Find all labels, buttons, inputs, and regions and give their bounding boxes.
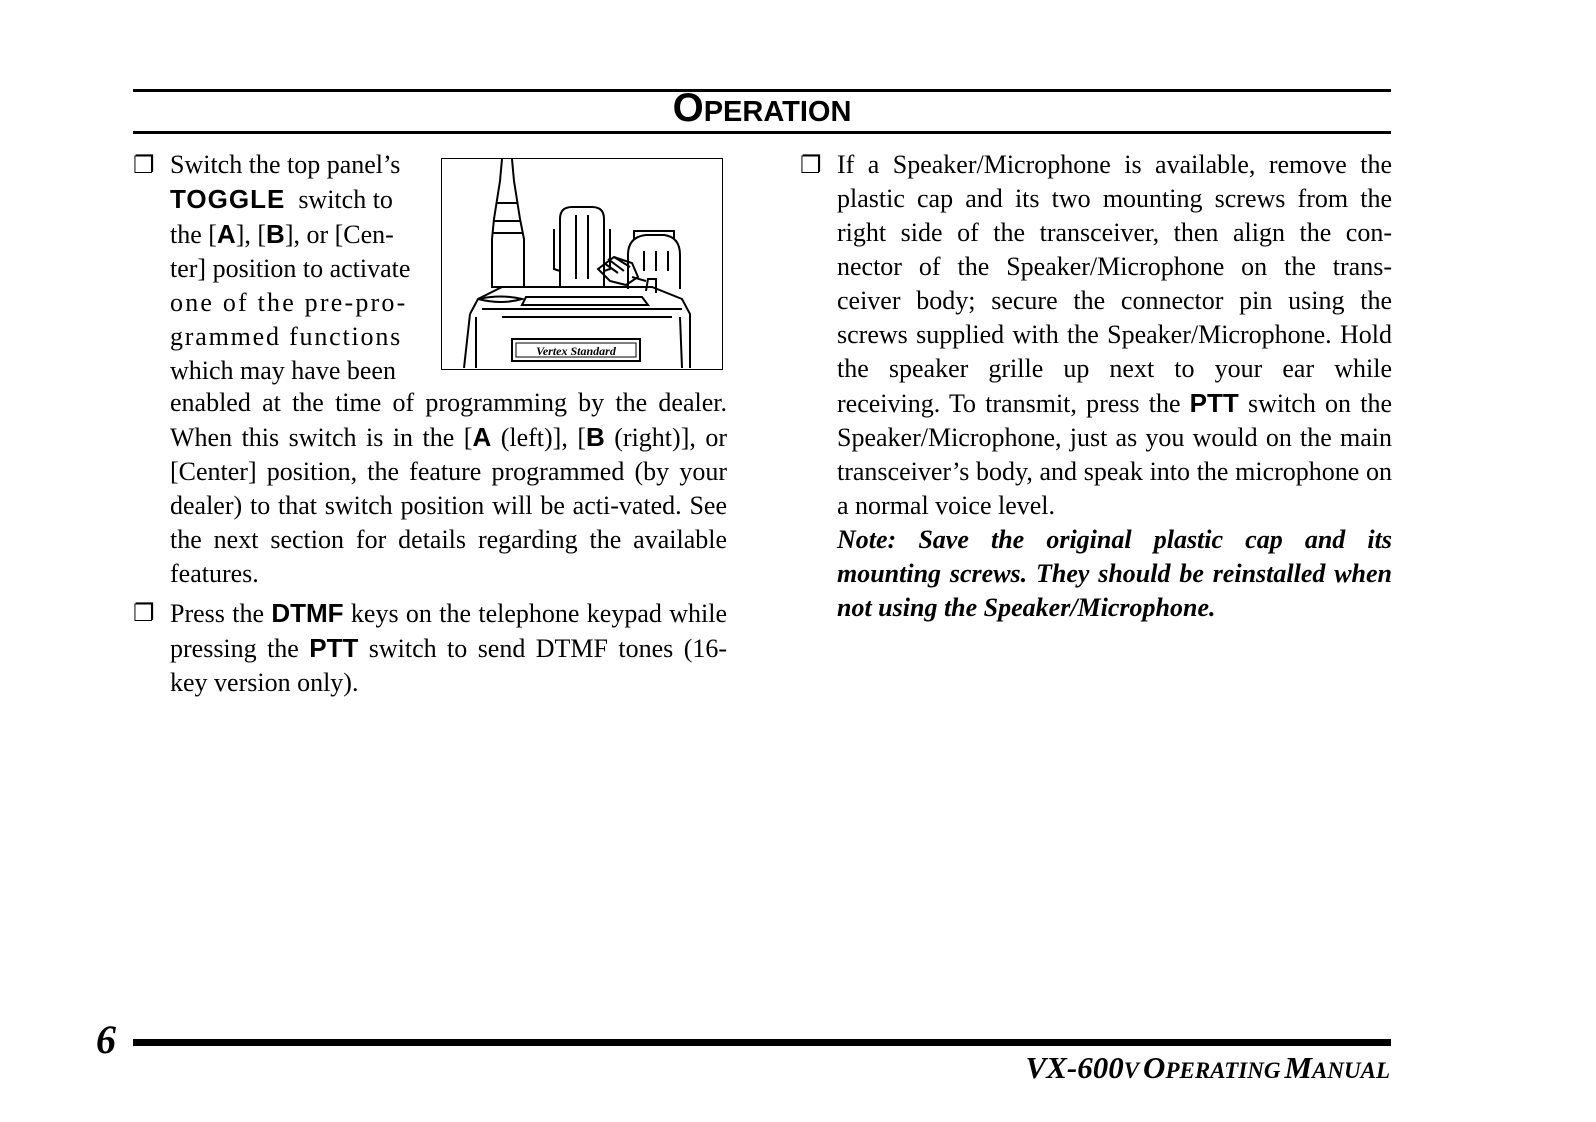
- footer-rule: [133, 1039, 1391, 1046]
- wrap-line: TOGGLE switch to: [170, 184, 393, 214]
- wrap-line: which may have been: [170, 356, 396, 385]
- wrap-line: the [A], [B], or [Cen-: [170, 219, 394, 249]
- speaker-mic-paragraph: If a Speaker/Microphone is available, remove the plastic cap and its two mounting screws from the right side of the transceiver, then align the con-nector of the Speaker/Microphone on the trans-ceiver body; secure the connector pin using the screws supplied with the Speaker/Microphone. Hold the speaker grille up next to your ear while receiving. To transmit, press the PTT switch on the Speaker/Microphone, just as you would on the main transceiver’s body, and speak into the microphone on a normal voice level. Note: Save the original plastic cap and its mounting screws. They should be reinstalled when not using the Speaker/Microphone.: [837, 148, 1392, 625]
- section-title: OPERATION: [672, 86, 852, 130]
- wrap-line: one of the pre-pro-: [170, 288, 408, 317]
- note-text: Note: Save the original plastic cap and its mounting screws. They should be reinstalled when not using the Speaker/Microphone.: [837, 525, 1392, 622]
- manual-title: VX-600V OPERATING MANUAL: [1025, 1050, 1390, 1085]
- header-bottom-rule: [133, 131, 1391, 134]
- toggle-paragraph-wrap: [170, 148, 426, 388]
- bullet-icon: ❐: [800, 151, 822, 179]
- dtmf-paragraph: Press the DTMF keys on the telephone keypad while pressing the PTT switch to send DTMF tones (16-key version only).: [170, 598, 728, 697]
- wrap-line: ter] position to activate: [170, 254, 411, 283]
- toggle-paragraph-rest: enabled at the time of programming by the dealer. When this switch is in the [A (left)], [B (right)], or [Center] position, the feature programmed (by your dealer) to that switch position will be acti-vated. See the next section for details regarding the available features.: [170, 388, 727, 588]
- bullet-icon: ❐: [133, 599, 155, 627]
- radio-top-panel-illustration: [441, 158, 723, 370]
- transceiver-drawing: [442, 159, 721, 368]
- wrap-line: grammed functions: [170, 322, 403, 351]
- wrap-line: Switch the top panel’s: [170, 150, 401, 179]
- bullet-icon: ❐: [133, 151, 155, 179]
- page-number: 6: [96, 1017, 116, 1062]
- brand-label: Vertex Standard: [536, 344, 616, 358]
